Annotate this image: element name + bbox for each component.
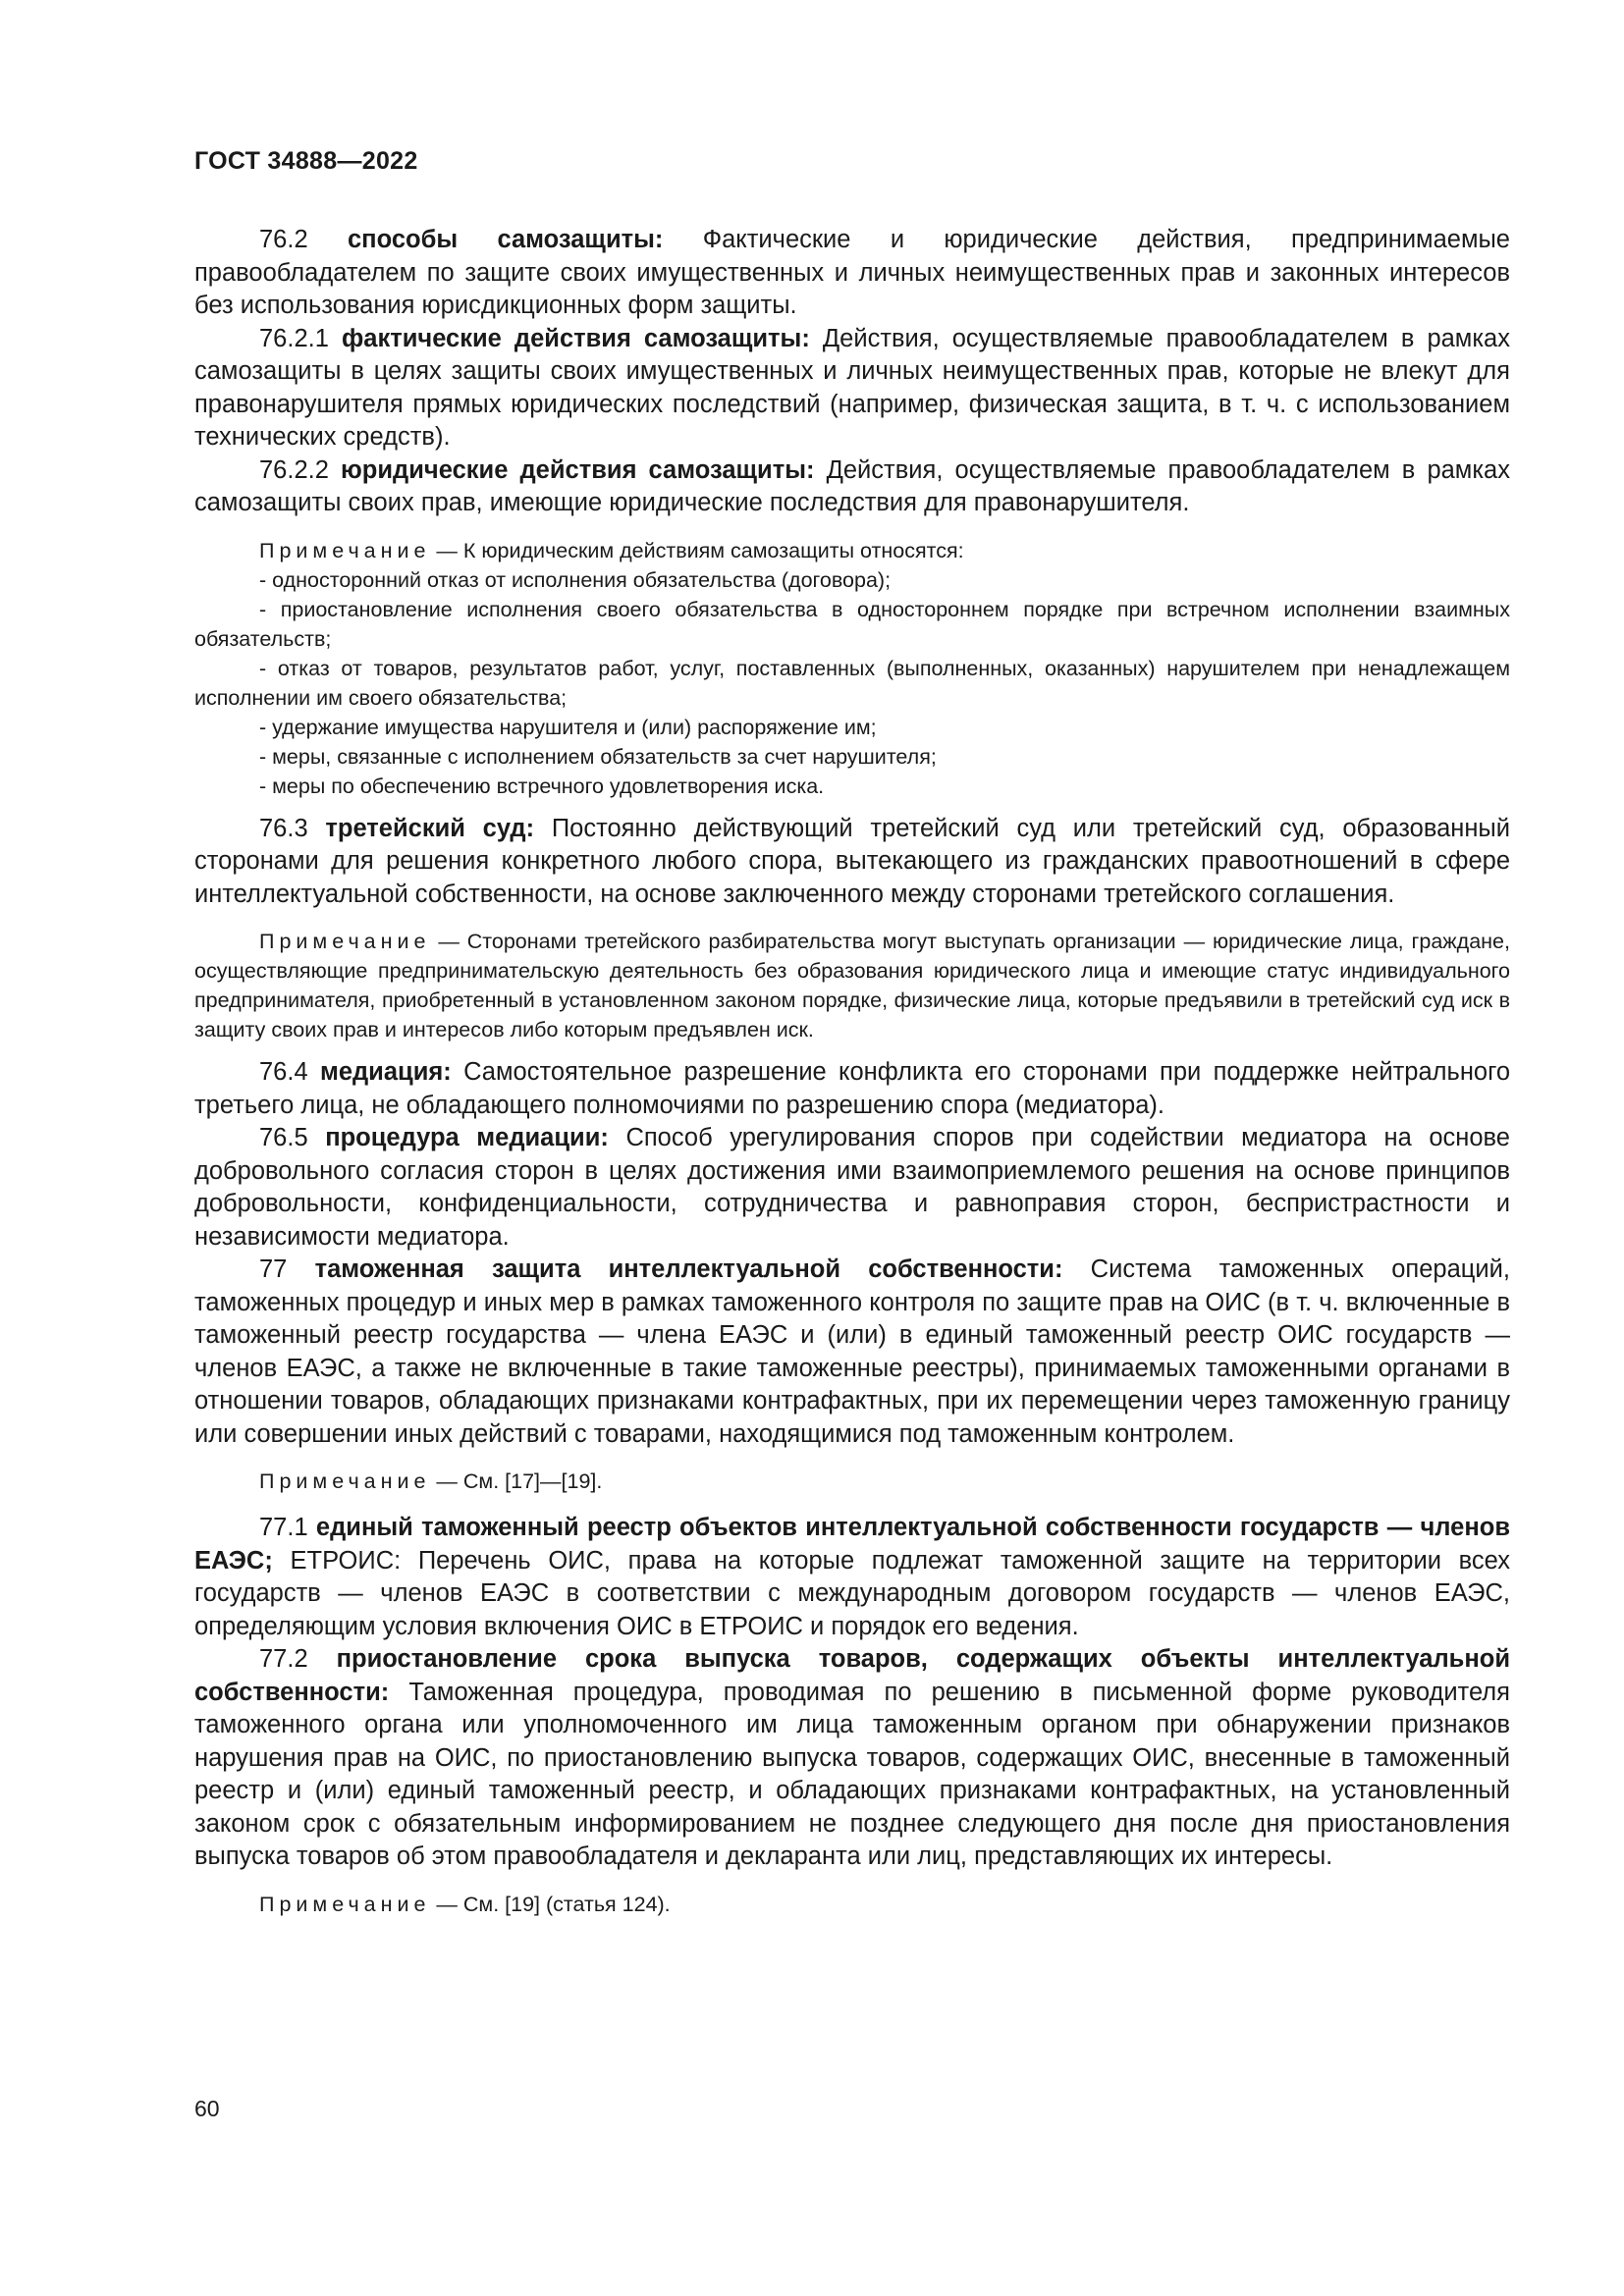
entry-definition: Действия, осуществляемые правообладателем в рамках самозащиты своих прав, имеющие юридические последствия для правонарушителя. [194, 455, 1510, 516]
note-text: — Сторонами третейского разбирательства могут выступать организации — юридические лица, граждане, осуществляющие предпринимательскую деятельность без образования юридического лица и имеющие статус индивидуального предпринимателя, приобретенный в установленном законом порядке, физические лица, которые предъявили в третейский суд иск в защиту своих прав и интересов либо которым предъявлен иск. [194, 930, 1510, 1041]
entry-term: процедура медиации: [325, 1124, 609, 1151]
note-76-2-2 [194, 536, 1510, 565]
entry-definition: Способ урегулирования споров при содействии медиатора на основе добровольного согласия сторон в целях достижения ими взаимоприемлемого решения на основе принципов добровольности, конфиденциальности, сотрудничества и равноправия сторон, беспристрастности и независимости медиатора. [194, 1124, 1510, 1251]
note-list-item: - приостановление исполнения своего обязательства в одностороннем порядке при встречном исполнении взаимных обязательств; [194, 597, 1510, 651]
spacer [194, 1451, 1510, 1467]
entry-77 [194, 1254, 1510, 1451]
entry-term: фактические действия самозащиты: [341, 324, 810, 352]
entry-term: приостановление срока выпуска товаров, содержащих объекты интеллектуальной собственности: [194, 1645, 1510, 1706]
spacer [194, 1044, 1510, 1056]
spacer [194, 1496, 1510, 1512]
note-77 [194, 1467, 1510, 1496]
entry-definition: Система таможенных операций, таможенных процедур и иных мер в рамках таможенного контроля по защите прав на ОИС (в т. ч. включенные в таможенный реестр государства — члена ЕАЭС и (или) в единый таможенный реестр ОИС государств — членов ЕАЭС, а также не включенные в такие таможенные реестры), принимаемых таможенными органами в отношении товаров, обладающих признаками контрафактных, при их перемещении через таможенную границу или совершении иных действий с товарами, находящимися под таможенным контролем. [194, 1255, 1510, 1448]
entry-definition: Самостоятельное разрешение конфликта его сторонами при поддержке нейтрального третьего лица, не обладающего полномочиями по разрешению спора (медиатора). [194, 1058, 1511, 1119]
note-77-2 [194, 1890, 1510, 1919]
spacer [194, 1874, 1510, 1890]
document-body [194, 224, 1510, 1919]
entry-76-2-1 [194, 323, 1510, 454]
entry-term: способы самозащиты: [348, 226, 664, 253]
entry-term: медиация: [319, 1058, 452, 1086]
entry-number: 77 [259, 1255, 288, 1283]
entry-76-5 [194, 1122, 1510, 1254]
note-label: Примечание [259, 930, 431, 953]
note-list-item: - меры, связанные с исполнением обязательств за счет нарушителя; [259, 744, 937, 769]
entry-number: 76.5 [259, 1124, 308, 1151]
note-list-item: - удержание имущества нарушителя и (или) распоряжение им; [259, 715, 877, 739]
entry-77-2 [194, 1643, 1510, 1874]
note-text: — См. [17]—[19]. [430, 1469, 603, 1493]
spacer [194, 520, 1510, 536]
note-list-item: - отказ от товаров, результатов работ, услуг, поставленных (выполненных, оказанных) нарушителем при ненадлежащем исполнении им своего обязательства; [194, 656, 1510, 710]
entry-76-2-2 [194, 454, 1510, 520]
note-text: — См. [19] (статья 124). [430, 1892, 671, 1916]
entry-term: единый таможенный реестр объектов интеллектуальной собственности государств — членов ЕАЭС; [194, 1514, 1510, 1575]
entry-number: 76.2.2 [259, 455, 329, 484]
note-76-3 [194, 927, 1510, 1044]
page-number: 60 [194, 2096, 220, 2121]
entry-number: 77.1 [259, 1514, 308, 1541]
entry-definition: ЕТРОИС: Перечень ОИС, права на которые подлежат таможенной защите на территории всех государств — членов ЕАЭС в соответствии с международным договором государств — членов ЕАЭС, определяющим условия включения ОИС в ЕТРОИС и порядок его ведения. [194, 1546, 1510, 1640]
entry-term: таможенная защита интеллектуальной собственности: [314, 1255, 1063, 1283]
note-list-item: - меры по обеспечению встречного удовлетворения иска. [259, 774, 825, 798]
note-label: Примечание [259, 1892, 431, 1916]
entry-definition: Фактические и юридические действия, предпринимаемые правообладателем по защите своих имущественных и личных неимущественных прав и законных интересов без использования юрисдикционных форм защиты. [194, 226, 1510, 319]
entry-number: 76.3 [259, 814, 308, 842]
document-header: ГОСТ 34888—2022 [194, 147, 418, 175]
note-text: — К юридическим действиям самозащиты относятся: [430, 538, 964, 562]
entry-term: юридические действия самозащиты: [341, 455, 815, 484]
note-label: Примечание [259, 538, 431, 562]
spacer [194, 911, 1510, 927]
entry-definition: Постоянно действующий третейский суд или третейский суд, образованный сторонами для решения конкретного любого спора, вытекающего из гражданских правоотношений в сфере интеллектуальной собственности, на основе заключенного между сторонами третейского соглашения. [194, 814, 1511, 908]
entry-number: 76.4 [259, 1058, 308, 1086]
entry-76-2 [194, 224, 1510, 323]
entry-definition: Таможенная процедура, проводимая по решению в письменной форме руководителя таможенного органа или уполномоченного им лица таможенным органом при обнаружении признаков нарушения прав на ОИС, по приостановлению выпуска товаров, содержащих ОИС, внесенные в таможенный реестр и (или) единый таможенный реестр, и обладающих признаками контрафактных, на установленный законом срок с обязательным информированием не позднее следующего дня после дня приостановления выпуска товаров об этом правообладателя и декларанта или лиц, представляющих их интересы. [194, 1678, 1510, 1870]
entry-number: 76.2.1 [259, 324, 329, 352]
note-list-item: - односторонний отказ от исполнения обязательства (договора); [259, 567, 892, 592]
note-label: Примечание [259, 1469, 431, 1493]
entry-number: 77.2 [259, 1645, 308, 1673]
entry-term: третейский суд: [325, 814, 535, 842]
entry-number: 76.2 [259, 226, 308, 253]
entry-76-3 [194, 813, 1510, 912]
entry-76-4 [194, 1056, 1510, 1122]
entry-77-1 [194, 1512, 1510, 1643]
spacer [194, 801, 1510, 813]
entry-definition: Действия, осуществляемые правообладателем в рамках самозащиты в целях защиты своих имущественных и личных неимущественных прав, которые не влекут для правонарушителя прямых юридических последствий (например, физическая защита, в т. ч. с использованием технических средств). [194, 324, 1510, 451]
